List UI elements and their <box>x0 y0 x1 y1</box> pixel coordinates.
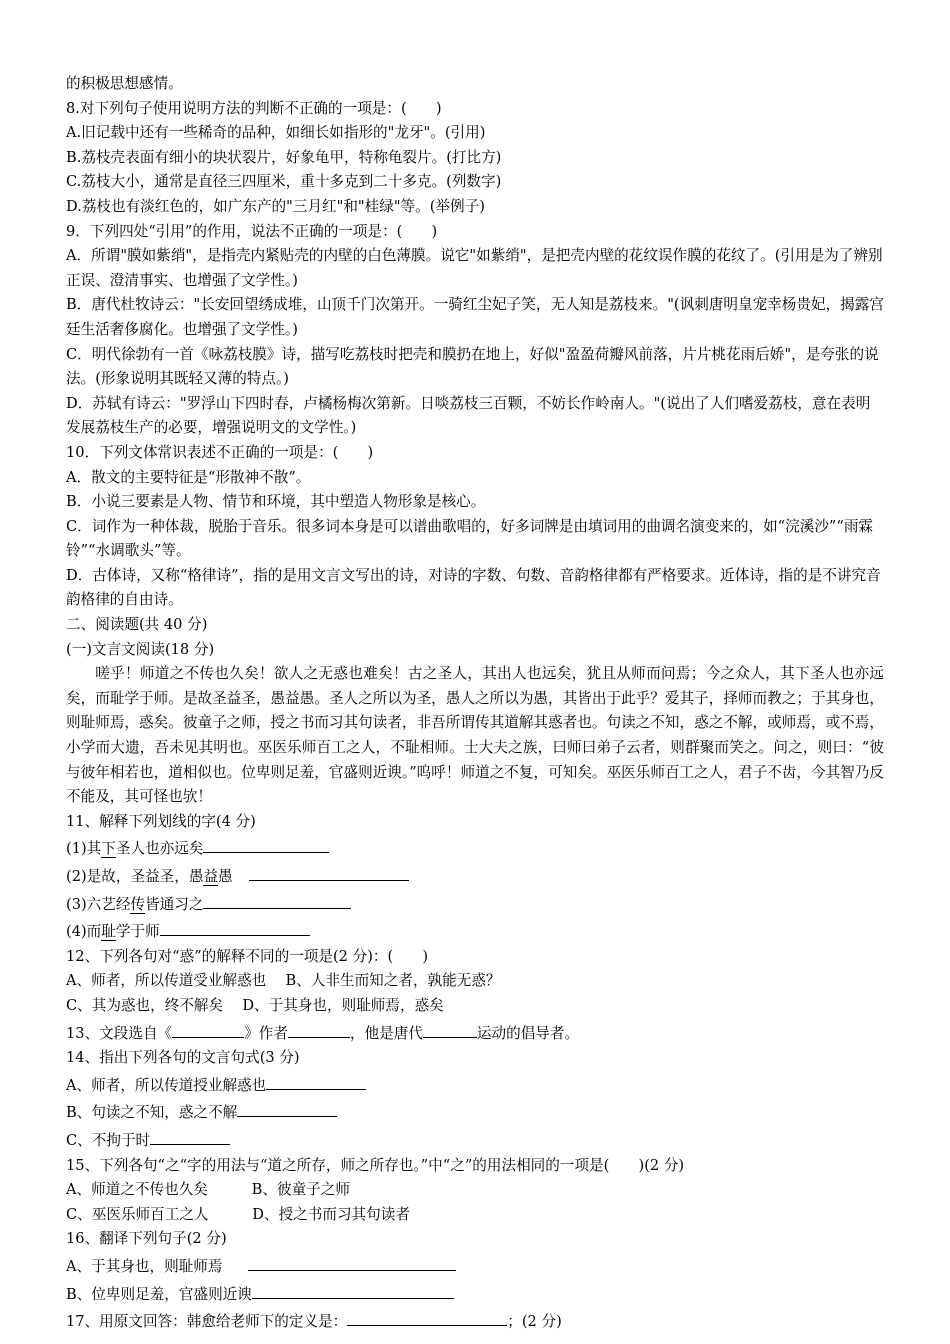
option-8a: A.旧记载中还有一些稀奇的品种，如细长如指形的"龙牙"。(引用) <box>66 124 486 142</box>
question-11-item-3 <box>66 890 884 918</box>
question-16-item-b <box>66 1280 884 1308</box>
question-14-item-b <box>66 1098 884 1126</box>
question-14-item-a <box>66 1071 884 1099</box>
underlined-char: 传 <box>130 895 146 913</box>
underlined-char: 益 <box>203 868 219 885</box>
answer-blank[interactable] <box>249 862 409 881</box>
question-13 <box>66 1019 884 1047</box>
underlined-char: 耻 <box>101 923 116 941</box>
answer-blank[interactable] <box>266 1071 366 1090</box>
answer-blank[interactable] <box>347 1307 507 1326</box>
question-17 <box>66 1307 884 1335</box>
option-15cd: C、巫医乐师百工之人 D、授之书而习其句读者 <box>66 1205 410 1223</box>
item-text: (2)是故，圣益圣，愚 <box>66 868 204 885</box>
item-text: 圣人也亦远矣 <box>115 840 204 858</box>
item-text: (3)六艺经 <box>66 895 131 913</box>
answer-blank[interactable] <box>288 1019 350 1038</box>
answer-blank[interactable] <box>248 1252 456 1271</box>
option-10c: C．词作为一种体裁，脱胎于音乐。很多词本身是可以谱曲歌唱的，好多词牌是由填词用的曲调名演变来的，如“浣溪沙”“雨霖铃”“水调歌头”等。 <box>66 517 874 560</box>
question-16: 16、翻译下列句子(2 分) <box>66 1230 227 1248</box>
subsection-heading: (一)文言文阅读(18 分) <box>66 640 215 658</box>
question-11-item-1 <box>66 834 884 862</box>
underlined-char: 下 <box>101 840 116 858</box>
item-text: B、位卑则足羞，官盛则近谀 <box>66 1285 252 1303</box>
answer-blank[interactable] <box>172 1019 244 1038</box>
item-text: ；(2 分) <box>507 1313 562 1331</box>
answer-blank[interactable] <box>423 1019 477 1038</box>
question-9: 9．下列四处“引用”的作用，说法不正确的一项是：( ) <box>66 222 438 240</box>
question-14-item-c <box>66 1126 884 1154</box>
question-11-item-4 <box>66 917 884 945</box>
question-15: 15、下列各句“之“字的用法与“道之所存，师之所存也。”中“之”的用法相同的一项是( )(2 分) <box>66 1156 685 1174</box>
item-text: C、不拘于时 <box>66 1131 151 1149</box>
question-16-item-a <box>66 1252 884 1280</box>
answer-blank[interactable] <box>252 1280 454 1299</box>
item-text: 13、文段选自《 <box>66 1024 173 1042</box>
item-text: 运动的倡导者。 <box>476 1024 580 1042</box>
item-text: (1)其 <box>66 840 102 858</box>
option-12ab: A、师者，所以传道受业解惑也 B、人非生而知之者，孰能无惑？ <box>66 972 501 990</box>
question-10: 10．下列文体常识表述不正确的一项是：( ) <box>66 443 374 461</box>
option-12cd: C、其为惑也，终不解矣 D、于其身也，则耻师焉，惑矣 <box>66 996 444 1014</box>
option-9b: B．唐代杜牧诗云："长安回望绣成堆，山顶千门次第开。一骑红尘妃子笑，无人知是荔枝来。"(讽刺唐明皇宠幸杨贵妃，揭露宫廷生活奢侈腐化。也增强了文学性。) <box>66 296 884 338</box>
answer-blank[interactable] <box>237 1098 337 1117</box>
text-line: 的积极思想感情。 <box>66 75 183 92</box>
item-text: 学于师 <box>115 923 160 941</box>
item-text: A、师者，所以传道授业解惑也 <box>66 1076 267 1094</box>
option-10b: B．小说三要素是人物、情节和环境，其中塑造人物形象是核心。 <box>66 493 486 511</box>
answer-blank[interactable] <box>160 917 310 936</box>
answer-blank[interactable] <box>203 890 351 909</box>
option-8d: D.荔枝也有淡红色的，如广东产的"三月红"和"桂绿"等。(举例子) <box>66 197 485 215</box>
question-11: 11、解释下列划线的字(4 分) <box>66 812 256 830</box>
classical-passage: 嗟乎！师道之不传也久矣！欲人之无惑也难矣！古之圣人，其出人也远矣，犹且从师而问焉；今之众人，其下圣人也亦远矣，而耻学于师。是故圣益圣，愚益愚。圣人之所以为圣，愚人之所以为愚，其皆出于此乎？爱其子，择师而教之；于其身也，则耻师焉，惑矣。彼童子之师，授之书而习其句读者，非吾所谓传其道解其惑者也。句读之不知，惑之不解，或师焉，或不焉，小学而大遗，吾未见其明也。巫医乐师百工之人，不耻相师。士大夫之族，曰师曰弟子云者，则群聚而笑之。问之，则曰：“彼与彼年相若也，道相似也。位卑则足羞，官盛则近谀。”呜呼！师道之不复，可知矣。巫医乐师百工之人，君子不齿，今其智乃反不能及，其可怪也欤！ <box>66 665 884 806</box>
item-text: 愚 <box>218 868 233 885</box>
item-text: B、句读之不知，惑之不解 <box>66 1104 238 1122</box>
question-12: 12、下列各句对“惑”的解释不同的一项是(2 分)：( ) <box>66 947 429 965</box>
answer-blank[interactable] <box>150 1126 230 1145</box>
question-14: 14、指出下列各句的文言句式(3 分) <box>66 1049 300 1067</box>
option-9c: C．明代徐勃有一首《咏荔枝膜》诗，描写吃荔枝时把壳和膜扔在地上，好似"盈盈荷瓣风前落，片片桃花雨后娇"，是夸张的说法。(形象说明其既轻又薄的特点。) <box>66 345 879 388</box>
section-heading: 二、阅读题(共 40 分) <box>66 616 208 634</box>
item-text: 》作者 <box>244 1024 288 1042</box>
question-11-item-2 <box>66 862 884 890</box>
option-9d: D．苏轼有诗云："罗浮山下四时春，卢橘杨梅次第新。日啖荔枝三百颗，不妨长作岭南人。"(说出了人们嗜爱荔枝，意在表明发展荔枝生产的必要，增强说明文的文学性。) <box>66 394 871 437</box>
item-text: A、于其身也，则耻师焉 <box>66 1257 223 1275</box>
option-9a: A．所谓"膜如紫绡"，是指壳内紧贴壳的内壁的白色薄膜。说它"如紫绡"，是把壳内壁的花纹误作膜的花纹了。(引用是为了辨别正误、澄清事实、也增强了文学性。) <box>66 247 883 289</box>
item-text: 皆通习之 <box>145 895 204 913</box>
option-10d: D．古体诗，又称“格律诗”，指的是用文言文写出的诗，对诗的字数、句数、音韵格律都有严格要求。近体诗，指的是不讲究音韵格律的自由诗。 <box>66 566 881 609</box>
question-8: 8.对下列句子使用说明方法的判断不正确的一项是：( ) <box>66 99 442 117</box>
item-text: ，他是唐代 <box>349 1024 423 1042</box>
option-10a: A．散文的主要特征是“形散神不散”。 <box>66 468 311 486</box>
answer-blank[interactable] <box>203 834 329 853</box>
option-8c: C.荔枝大小，通常是直径三四厘米，重十多克到二十多克。(列数字) <box>66 173 502 191</box>
item-text: 17、用原文回答：韩愈给老师下的定义是： <box>66 1313 348 1331</box>
option-15ab: A、师道之不传也久矣 B、彼童子之师 <box>66 1181 350 1199</box>
option-8b: B.荔枝壳表面有细小的块状裂片，好象龟甲，特称龟裂片。(打比方) <box>66 148 502 166</box>
item-text: (4)而 <box>66 923 102 941</box>
